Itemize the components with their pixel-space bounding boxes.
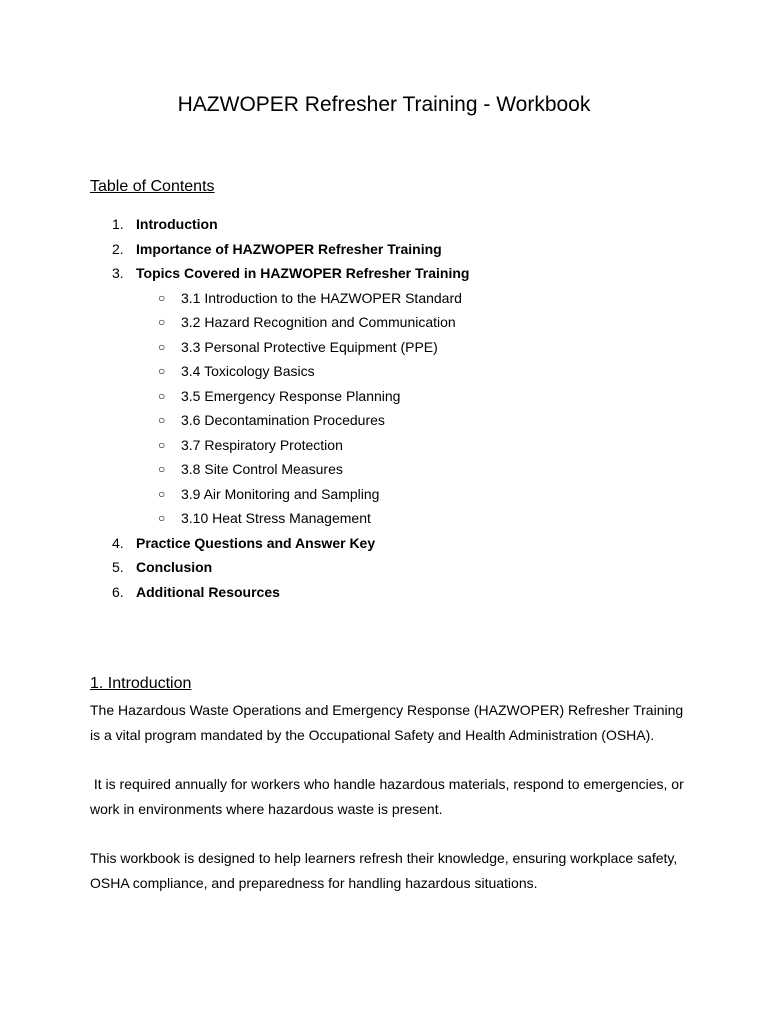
toc-item-label: Importance of HAZWOPER Refresher Training [136, 240, 442, 257]
toc-subitem [0, 433, 768, 458]
toc-subitem [0, 457, 768, 482]
introduction-paragraph: This workbook is designed to help learners refresh their knowledge, ensuring workplace safety, OSHA compliance, and preparedness for handling hazardous situations. [90, 850, 678, 891]
hollow-circle-bullet-icon: ○ [158, 437, 166, 452]
introduction-heading: 1. Introduction [90, 675, 192, 692]
toc-item-number: 5. [112, 559, 124, 575]
hollow-circle-bullet-icon: ○ [158, 486, 166, 501]
toc-item-conclusion [0, 555, 768, 580]
toc-item-importance [0, 237, 768, 262]
hollow-circle-bullet-icon: ○ [158, 388, 166, 403]
toc-subitem-label: 3.5 Emergency Response Planning [181, 387, 401, 404]
toc-item-number: 3. [112, 265, 124, 281]
toc-item-topics [0, 261, 768, 286]
hollow-circle-bullet-icon: ○ [158, 413, 166, 427]
hollow-circle-bullet-icon: ○ [158, 511, 166, 525]
hollow-circle-bullet-icon: ○ [158, 315, 166, 329]
toc-item-practice-questions [0, 531, 768, 556]
toc-subitem [0, 310, 768, 335]
hollow-circle-bullet-icon: ○ [158, 364, 166, 378]
hollow-circle-bullet-icon: ○ [158, 290, 166, 305]
toc-subitem-label: 3.2 Hazard Recognition and Communication [181, 314, 456, 330]
introduction-paragraph: It is required annually for workers who handle hazardous materials, respond to emergencies, or work in environments where hazardous waste is present. [90, 776, 688, 817]
toc-subitem-label: 3.1 Introduction to the HAZWOPER Standard [181, 289, 462, 306]
toc-subitem [0, 286, 768, 311]
toc-subitem [0, 384, 768, 409]
toc-item-label: Practice Questions and Answer Key [136, 534, 376, 551]
toc-subitem [0, 506, 768, 531]
toc-item-label: Conclusion [136, 559, 213, 575]
toc-subitem-label: 3.10 Heat Stress Management [181, 510, 371, 526]
toc-heading: Table of Contents [90, 178, 215, 195]
toc-item-introduction [0, 212, 768, 237]
toc-subitem-label: 3.6 Decontamination Procedures [181, 412, 385, 428]
document-title: HAZWOPER Refresher Training - Workbook [177, 93, 591, 116]
toc-item-number: 2. [112, 240, 124, 257]
toc-item-number: 4. [112, 534, 124, 551]
introduction-paragraph: The Hazardous Waste Operations and Emergency Response (HAZWOPER) Refresher Training is a vital program mandated by the Occupational Safety and Health Administration (OSHA). [90, 702, 684, 743]
toc-subitem-label: 3.3 Personal Protective Equipment (PPE) [181, 338, 438, 355]
hollow-circle-bullet-icon: ○ [158, 462, 166, 476]
toc-item-label: Topics Covered in HAZWOPER Refresher Training [136, 265, 470, 281]
toc-item-number: 1. [112, 216, 124, 232]
toc-subitem-label: 3.4 Toxicology Basics [181, 363, 315, 379]
toc-subitem [0, 408, 768, 433]
toc-item-label: Additional Resources [136, 583, 280, 600]
toc-item-additional-resources [0, 580, 768, 605]
toc-subitem-label: 3.9 Air Monitoring and Sampling [181, 485, 380, 502]
toc-subitem-label: 3.7 Respiratory Protection [181, 436, 343, 453]
toc-subitem [0, 335, 768, 360]
toc-subitem [0, 482, 768, 507]
toc-subitem [0, 359, 768, 384]
toc-subitem-label: 3.8 Site Control Measures [181, 461, 343, 477]
hollow-circle-bullet-icon: ○ [158, 339, 166, 354]
toc-item-number: 6. [112, 583, 124, 600]
toc-item-label: Introduction [136, 216, 218, 232]
table-of-contents [0, 212, 768, 604]
